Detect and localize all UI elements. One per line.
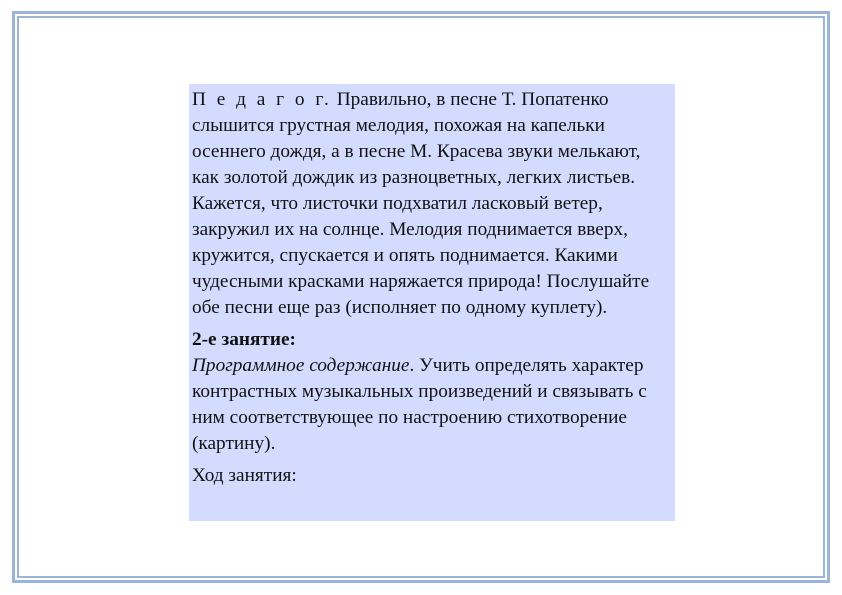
lesson-heading: 2-е занятие: — [192, 329, 296, 350]
paragraph-teacher — [192, 87, 672, 321]
program-label: Программное содержание — [192, 355, 410, 376]
speaker-label: П е д а г о г. — [192, 89, 332, 110]
text-block — [189, 84, 675, 521]
progress-heading: Ход занятия: — [192, 465, 297, 486]
lesson-block — [192, 327, 672, 457]
teacher-text: Правильно, в песне Т. Попатенко слышится грустная мелодия, похожая на капельки осеннего дождя, а в песне М. Красева звуки мелькают, как золотой дождик из разноцветных, легких листьев. Кажется, что листочки подхватил ласковый ветер, закружил их на солнце. Мелодия поднимается вверх, кружится, спускается и опять поднимается. Какими чудесными красками наряжается природа! Послушайте обе песни еще раз (исполняет по одному куплету). — [192, 89, 650, 318]
program-text: . Учить определять характер контрастных музыкальных произведений и связывать с ним соответствующее по настроению стихотворение (картину). — [192, 355, 647, 454]
